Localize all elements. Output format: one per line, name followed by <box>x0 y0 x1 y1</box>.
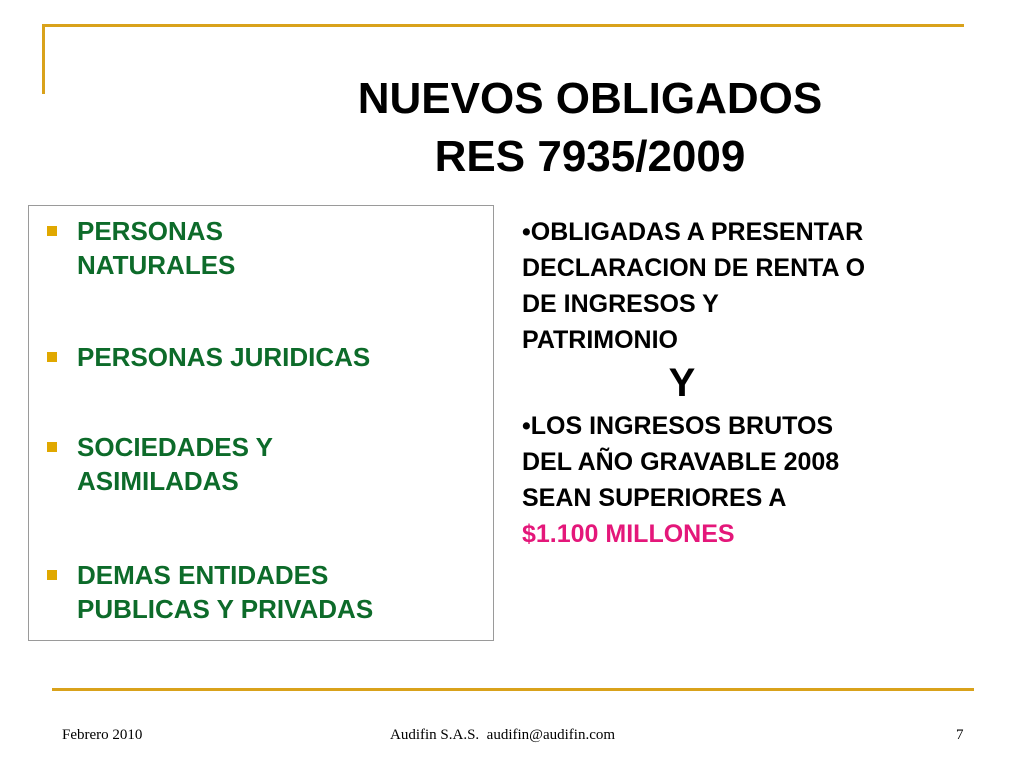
top-frame-line <box>42 24 964 27</box>
square-bullet-icon <box>47 226 57 236</box>
square-bullet-icon <box>47 442 57 452</box>
amount-highlight: $1.100 MILLONES <box>522 520 735 548</box>
title-line-2: RES 7935/2009 <box>434 132 746 181</box>
footer-company: Audifin S.A.S. audifin@audifin.com <box>390 727 616 743</box>
list-item: SOCIEDADES Y ASIMILADAS <box>77 430 487 498</box>
connector-y: Y <box>668 361 696 405</box>
title-line-1: NUEVOS OBLIGADOS <box>357 74 823 123</box>
page-number: 7 <box>956 727 964 743</box>
list-item: PERSONAS NATURALES <box>77 214 487 282</box>
entity-list-box <box>28 205 494 641</box>
square-bullet-icon <box>47 352 57 362</box>
list-item: PERSONAS JURIDICAS <box>77 340 487 374</box>
conditions-text: •OBLIGADAS A PRESENTAR DECLARACION DE RENTA O DE INGRESOS Y PATRIMONIO Y •LOS INGRESOS BRUTOS DEL AÑO GRAVABLE 2008 SEAN SUPERIORES A $1.100 MILLONES <box>522 214 992 552</box>
list-item: DEMAS ENTIDADES PUBLICAS Y PRIVADAS <box>77 558 487 626</box>
left-frame-line <box>42 24 45 94</box>
slide-title <box>250 70 930 186</box>
square-bullet-icon <box>47 570 57 580</box>
footer-line <box>52 688 974 691</box>
footer-date: Febrero 2010 <box>62 727 143 743</box>
